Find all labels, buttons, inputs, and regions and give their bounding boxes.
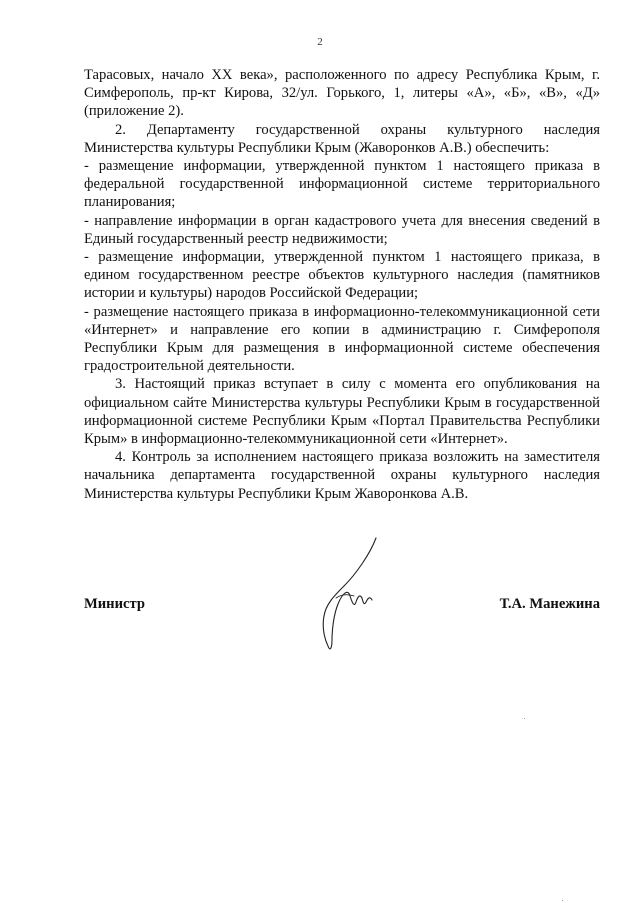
paragraph-bullet-4: - размещение настоящего приказа в информационно-телекоммуникационной сети «Интернет» и направление его копии в администрацию г. Симферополя Республики Крым для размещения в информационной системе обеспечения градостроительной деятельности.: [84, 303, 600, 375]
page-number: 2: [317, 36, 323, 48]
scan-speck: [562, 900, 563, 901]
handwritten-signature: [300, 524, 420, 664]
signatory-name: Т.А. Манежина: [499, 596, 600, 612]
paragraph-bullet-1: - размещение информации, утвержденной пунктом 1 настоящего приказа в федеральной государственной информационной системе территориального планирования;: [84, 158, 600, 211]
document-body: [84, 66, 600, 503]
scan-speck: [524, 718, 525, 719]
paragraph-item-2: 2. Департаменту государственной охраны культурного наследия Министерства культуры Республики Крым (Жаворонков А.В.) обеспечить:: [84, 121, 600, 156]
signatory-position: Министр: [84, 596, 145, 612]
signature-block: [84, 596, 600, 620]
paragraph-bullet-3: - размещение информации, утвержденной пунктом 1 настоящего приказа, в едином государственном реестре объектов культурного наследия (памятников истории и культуры) народов Российской Федерации;: [84, 249, 600, 302]
paragraph-item-3: 3. Настоящий приказ вступает в силу с момента его опубликования на официальном сайте Министерства культуры Республики Крым в государственной информационной системе Республики Крым «Портал Правительства Республики Крым» в информационно-телекоммуникационной сети «Интернет».: [84, 376, 600, 448]
paragraph-item-4: 4. Контроль за исполнением настоящего приказа возложить на заместителя начальника департамента государственной охраны культурного наследия Министерства культуры Республики Крым Жаворонкова А.В.: [84, 449, 600, 502]
paragraph-continuation: Тарасовых, начало XX века», расположенного по адресу Республика Крым, г. Симферополь, пр-кт Кирова, 32/ул. Горького, 1, литеры «А», «Б», «В», «Д» (приложение 2).: [84, 67, 600, 120]
paragraph-bullet-2: - направление информации в орган кадастрового учета для внесения сведений в Единый государственный реестр недвижимости;: [84, 212, 600, 247]
